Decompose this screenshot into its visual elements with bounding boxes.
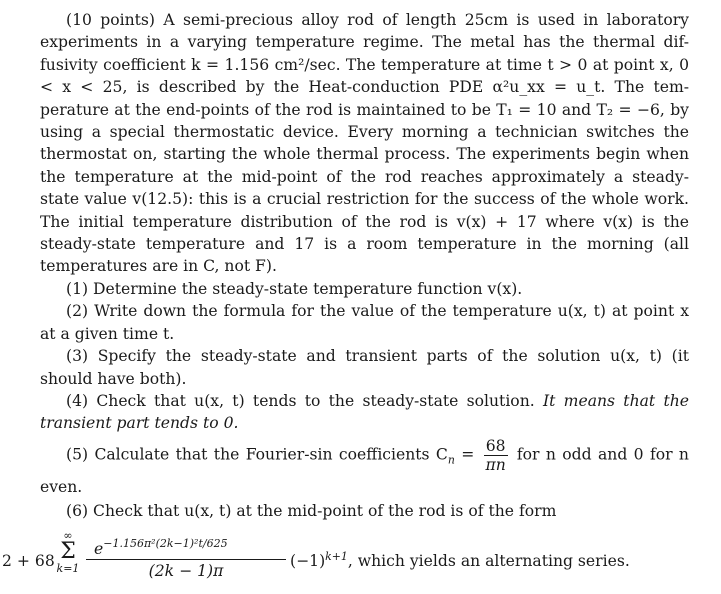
intro-line-6: by using a special thermostatic device. Every morning a technician switches the [40,100,689,142]
question-2: (2) Write down the formula for the value of the temperature u(x, t) at point x at a given time t. [40,302,689,343]
question-4 [40,390,689,435]
question-6: (6) Check that u(x, t) at the mid-point of the rod is of the form [66,501,557,520]
intro-line-11: the steady-state temperature and 17 is a room temperature in the morning (all [40,212,689,254]
exponent: −1.156π²(2k−1)²t/625 [103,537,228,551]
intro-line-2: experiments in a varying temperature regime. The metal has the thermal dif- [40,33,689,52]
intro-line-9: state value v(12.5): this is a crucial restriction for the success of the whole [40,190,639,209]
intro-line-4: x, 0 < x < 25, is described by the Heat-conduction PDE α²u_xx = u_t. The tem- [40,55,689,97]
intro-line-8: the temperature at the mid-point of the rod reaches approximately a steady- [40,167,689,186]
midpoint-series-formula [2,528,689,594]
sigma-symbol: Σ [60,539,76,565]
intro-line-7: thermostat on, starting the whole thermal process. The experiments begin when [40,145,689,164]
exp-base: e [94,540,104,559]
fraction-denominator: πn [485,455,506,474]
intro-line-12: temperatures are in C, not F). [40,257,277,276]
series-term-denominator: (2k − 1)π [148,562,224,581]
question-4-emphasis: It means that the transient part tends to 0. [40,391,689,433]
sum-upper-limit: ∞ [63,529,73,543]
fraction-numerator: 68 [485,436,506,455]
summation [56,530,80,574]
sum-lower-limit: k=1 [56,562,80,576]
intro-line-1: (10 points) A semi-precious alloy rod of length 25cm is used in laboratory [66,11,689,29]
equals-sign: = [461,445,475,464]
question-4-text: (4) Check that u(x, t) tends to the steady-state solution. [66,391,535,410]
question-5 [40,437,689,500]
series-term-numerator [86,534,286,560]
formula-tail [290,550,630,572]
formula-tail-text: , which yields an alternating series. [347,552,630,571]
problem-intro [40,9,689,278]
sign-term: (−1) [290,552,326,571]
sign-exponent: k+1 [325,549,348,563]
coefficient-fraction [484,437,508,474]
question-1: (1) Determine the steady-state temperature function v(x). [66,279,523,298]
question-5-text: (5) Calculate that the Fourier-sin coefficients C [66,445,448,464]
coefficient-subscript: n [447,453,455,467]
intro-line-3: fusivity coefficient k = 1.156 cm²/sec. The temperature at time t > 0 at point [40,55,655,74]
question-5-tail: for n odd and 0 for n even. [40,445,689,496]
question-3: (3) Specify the steady-state and transient parts of the solution u(x, t) (it should have both). [40,347,689,388]
formula-lead: 2 + 68 [2,552,55,571]
intro-line-10: work. The initial temperature distribution of the rod is v(x) + 17 where v(x) is [40,190,689,231]
series-term-fraction [86,534,286,582]
intro-line-5: perature at the end-points of the rod is maintained to be T₁ = 10 and T₂ = −6, [40,100,665,119]
